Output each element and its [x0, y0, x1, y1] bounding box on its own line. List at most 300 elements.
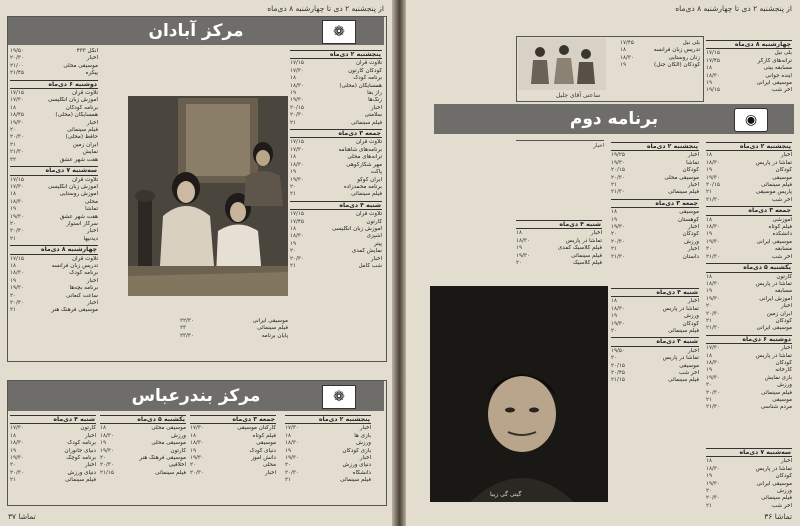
- bandar-abbas-column: [10, 413, 96, 501]
- program-name: اخبار: [84, 432, 96, 439]
- program-name: هفت شهر عشق: [59, 213, 98, 220]
- program-name: موسیقی فرهنگ هنر: [139, 455, 186, 462]
- program-name: موسیقی: [772, 397, 792, 403]
- program-time: ۱۸: [190, 432, 197, 439]
- day-heading: پنجشنبه ۲ دی‌ماه: [285, 415, 371, 424]
- program-name: موسیقی ایرانی: [756, 238, 792, 245]
- program-name: فیلم سینمائی: [67, 127, 98, 134]
- program-time: ۱۸/۳۰: [290, 82, 304, 89]
- program-name: کودکان: [775, 473, 792, 480]
- program-name: اخبار: [687, 152, 699, 159]
- schedule-row: [611, 182, 699, 189]
- program-time: ۱۸: [706, 273, 713, 280]
- program-time: ۱۸: [706, 65, 713, 72]
- program-name: نمایش: [82, 149, 98, 156]
- schedule-row: [611, 254, 699, 261]
- schedule-row: [10, 470, 96, 477]
- program-time: ۲۰: [190, 462, 197, 469]
- program-time: ۲۰: [10, 292, 17, 299]
- channel2-bottom-schedule: [706, 446, 792, 509]
- program-name: آموزش روستایی: [59, 191, 98, 198]
- program-name: اخبار: [86, 119, 98, 126]
- schedule-row: [290, 241, 382, 248]
- schedule-row: [285, 462, 371, 469]
- program-time: ۱۷/۳۰: [290, 146, 304, 153]
- singer-photo: [430, 286, 608, 502]
- schedule-row: [10, 425, 96, 432]
- schedule-row: [10, 263, 98, 270]
- program-name: فیلم کوتاه: [252, 432, 276, 439]
- program-time: ۱۹/۳۰: [706, 480, 720, 487]
- program-time: ۱۷/۳۰: [10, 97, 24, 104]
- program-name: محلی: [84, 198, 98, 205]
- program-time: ۱۸: [100, 425, 107, 432]
- program-time: ۱۸/۳۰: [706, 359, 720, 366]
- schedule-row: [706, 160, 792, 167]
- schedule-row: [100, 433, 186, 440]
- program-name: برنامه‌های شاهنامه: [338, 146, 382, 153]
- schedule-row: [706, 488, 792, 495]
- program-time: ۲۱/۱۵: [100, 469, 114, 476]
- program-time: ۱۸: [10, 104, 17, 111]
- schedule-row: [10, 214, 98, 221]
- program-name: اینده جوانی: [765, 72, 792, 79]
- schedule-row: [706, 65, 792, 72]
- schedule-row: [290, 83, 382, 90]
- program-time: ۲۰: [290, 248, 297, 255]
- schedule-row: [10, 90, 98, 97]
- schedule-row: [620, 47, 700, 54]
- program-time: ۱۹/۳۰: [285, 455, 299, 462]
- channel-logo-icon: ❁: [322, 20, 356, 44]
- program-name: حافظ (محلی): [65, 134, 98, 141]
- program-time: ۲۰: [10, 462, 17, 469]
- schedule-row: [285, 440, 371, 447]
- right-running-head: از پنجشنبه ۲ دی تا چهارشنبه ۸ دی‌ماه: [675, 4, 792, 13]
- program-time: ۱۸: [10, 191, 17, 198]
- schedule-row: [190, 448, 276, 455]
- program-time: ۲۱: [10, 235, 17, 242]
- program-time: ۲۰/۳۰: [285, 469, 299, 476]
- program-time: ۲۰/۳۰: [706, 389, 720, 396]
- program-name: اخبار: [370, 255, 382, 262]
- channel2-title: برنامه دوم: [569, 109, 659, 129]
- program-name: آموزش زبان انگلیسی: [48, 97, 98, 104]
- program-time: ۲۰: [706, 303, 713, 310]
- bandar-abbas-column: [285, 413, 371, 501]
- program-time: ۲۱: [706, 502, 713, 509]
- schedule-row: [290, 60, 382, 67]
- schedule-row: [611, 363, 699, 370]
- day-heading: سه‌شنبه ۷ دی‌ماه: [706, 448, 792, 457]
- schedule-row: [10, 63, 98, 70]
- program-name: فیلم سینمائی: [571, 252, 602, 259]
- schedule-row: [290, 263, 382, 270]
- schedule-row: [10, 236, 98, 243]
- day-heading: یکشنبه ۵ دی‌ماه: [100, 415, 186, 424]
- program-time: ۱۹: [10, 277, 17, 284]
- schedule-row: [706, 167, 792, 174]
- program-time: ۲۰: [611, 231, 618, 238]
- program-name: کارتون: [80, 425, 96, 432]
- bandar-abbas-column: [100, 413, 186, 501]
- schedule-row: [285, 433, 371, 440]
- program-name: موسیقی ایرانی: [756, 80, 792, 87]
- schedule-row: [706, 318, 792, 325]
- program-time: ۱۹: [706, 167, 713, 174]
- program-name: تماشا در پاریس: [755, 352, 792, 359]
- program-name: برنامه بچه‌ها: [69, 285, 98, 292]
- program-name: مسابقه: [774, 288, 792, 295]
- program-name: دیدنیها: [83, 235, 98, 242]
- program-time: ۱۹/۳۰: [100, 447, 114, 454]
- program-time: ۲۰: [10, 127, 17, 134]
- schedule-row: [706, 239, 792, 246]
- program-time: ۱۹: [516, 245, 523, 252]
- program-name: موسیقی محلی: [63, 62, 98, 69]
- schedule-row: [706, 367, 792, 374]
- program-name: سلامتی: [364, 112, 382, 119]
- program-name: سرکار استوار: [66, 220, 98, 227]
- schedule-row: [706, 325, 792, 332]
- program-time: ۱۹: [706, 80, 713, 87]
- program-time: ۱۹/۳۰: [190, 455, 204, 462]
- schedule-row: [10, 462, 96, 469]
- schedule-row: [611, 348, 699, 355]
- program-time: ۲۰/۱۵: [290, 104, 304, 111]
- day-heading: شنبه ۴ دی‌ماه: [516, 220, 602, 229]
- article-text-block: اخبار: [516, 140, 604, 210]
- book-gutter: [392, 0, 406, 526]
- program-name: کوهستان: [678, 216, 699, 223]
- schedule-row: [100, 455, 186, 462]
- program-time: ۲۰/۴۵: [611, 370, 625, 377]
- schedule-row: [290, 97, 382, 104]
- program-time: ۱۸/۳۰: [706, 72, 720, 79]
- program-time: ۱۸/۳۰: [706, 280, 720, 287]
- program-name: پیکره: [85, 70, 98, 77]
- schedule-row: [10, 448, 96, 455]
- program-time: ۱۹/۳۰: [611, 320, 625, 327]
- program-name: دنیای کودک: [249, 447, 276, 454]
- program-name: فیلم کلاسیک کمدی: [557, 245, 602, 252]
- schedule-row: [10, 307, 98, 314]
- program-name: آشپزی: [366, 233, 382, 240]
- program-name: موسیقی ایرانی: [756, 480, 792, 487]
- program-name: تماشا: [686, 159, 699, 166]
- channel-logo-icon: ❁: [322, 385, 356, 409]
- schedule-row: [290, 147, 382, 154]
- program-name: پاکت: [370, 169, 382, 176]
- program-time: ۱۷/۴۵: [290, 218, 304, 225]
- day-heading: جمعه ۳ دی‌ماه: [611, 199, 699, 208]
- program-time: ۱۸: [611, 209, 618, 216]
- schedule-row: [706, 281, 792, 288]
- program-name: بازی ها: [354, 432, 371, 439]
- schedule-row: [706, 189, 792, 196]
- program-time: ۲۱: [290, 262, 297, 269]
- program-time: ۲۱: [706, 397, 713, 403]
- program-name: آخر شب: [771, 87, 792, 94]
- schedule-row: [290, 75, 382, 82]
- schedule-row: [10, 199, 98, 206]
- program-time: ۱۹: [620, 62, 627, 69]
- program-time: ۲۱: [290, 191, 297, 198]
- program-time: ۲۱: [10, 141, 17, 148]
- left-running-head: از پنجشنبه ۲ دی تا چهارشنبه ۸ دی‌ماه: [267, 4, 384, 13]
- schedule-row: [611, 306, 699, 313]
- day-heading: یکشنبه ۵ دی‌ماه: [706, 263, 792, 272]
- program-name: بلی نیل: [682, 40, 700, 46]
- program-name: آخر شب: [678, 370, 699, 377]
- program-time: ۲۱: [290, 119, 297, 126]
- program-time: ۱۸/۴۵: [10, 112, 24, 119]
- program-time: ۱۹/۳۰: [706, 295, 720, 302]
- program-name: نمایش کمدی: [351, 248, 382, 255]
- program-time: ۱۹/۳۰: [290, 176, 304, 183]
- program-name: مسابقه بیتی: [763, 65, 792, 72]
- program-name: اخبار: [86, 300, 98, 306]
- program-name: اخبار: [264, 469, 276, 476]
- program-time: ۱۸/۳۰: [285, 440, 299, 447]
- schedule-row: [285, 448, 371, 455]
- program-time: ۲۰/۳۰: [706, 495, 720, 502]
- program-name: تماشا در پاریس: [755, 465, 792, 472]
- schedule-row: [10, 285, 98, 292]
- program-name: اخبار: [359, 425, 371, 432]
- program-name: تماشا: [85, 206, 98, 213]
- program-time: ۱۸/۳۰: [706, 465, 720, 472]
- program-time: ۱۹: [100, 440, 107, 447]
- program-time: ۱۸/۳۰: [190, 440, 204, 447]
- schedule-row: [290, 191, 382, 198]
- schedule-row: [706, 311, 792, 318]
- program-name: کودکان کارتون: [348, 67, 382, 74]
- program-name: اخبار: [687, 182, 699, 189]
- program-time: ۱۷/۳۰: [10, 425, 24, 432]
- schedule-row: [10, 278, 98, 285]
- program-name: ورزش: [684, 313, 699, 320]
- program-name: تلاوت قرآن: [355, 60, 382, 67]
- program-name: ورزش: [684, 238, 699, 245]
- program-name: کارکنان موسیقی: [237, 425, 276, 432]
- day-heading: پنجشنبه ۲ دی‌ماه: [611, 142, 699, 151]
- schedule-row: [611, 246, 699, 253]
- three-women-photo: [128, 96, 288, 296]
- program-name: فیلم سینمائی: [351, 119, 382, 126]
- program-time: ۱۹/۳۰: [706, 174, 720, 181]
- program-time: ۲۰: [290, 183, 297, 190]
- schedule-row: [706, 217, 792, 224]
- schedule-row: [10, 48, 98, 55]
- right-folio: تماشا ۳۶: [764, 512, 792, 521]
- program-time: ۲۰/۱۵: [611, 362, 625, 369]
- schedule-row: [706, 87, 792, 94]
- schedule-row: [10, 293, 98, 300]
- program-time: ۲۱/۳۰: [706, 253, 720, 260]
- schedule-row: [285, 425, 371, 432]
- program-time: ۲۰: [611, 355, 618, 362]
- program-time: ۲۲: [10, 156, 17, 163]
- schedule-row: [10, 112, 98, 119]
- program-name: مردم شناسی: [760, 404, 792, 411]
- schedule-row: [290, 162, 382, 169]
- program-time: ۲۱/۳۰: [706, 325, 720, 332]
- schedule-row: [516, 245, 602, 252]
- program-time: ۲۰/۱۵: [611, 167, 625, 174]
- program-name: اخبار: [780, 303, 792, 310]
- schedule-row: [10, 270, 98, 277]
- schedule-row: [10, 228, 98, 235]
- program-time: ۱۹/۱۵: [706, 87, 720, 94]
- schedule-row: [10, 440, 96, 447]
- program-time: ۲۰/۳۰: [290, 112, 304, 119]
- program-name: زنان روستایی: [668, 54, 700, 61]
- program-name: کارتون: [776, 273, 792, 280]
- program-time: ۱۸: [10, 262, 17, 269]
- day-heading: دوشنبه ۶ دی‌ماه: [706, 335, 792, 344]
- program-name: اخبار: [687, 298, 699, 305]
- program-time: ۱۸/۳۰: [290, 161, 304, 168]
- day-heading: شنبه ۴ دی‌ماه: [611, 288, 699, 297]
- program-time: ۱۹: [611, 313, 618, 320]
- program-name: فیلم کوتاه: [768, 224, 792, 231]
- schedule-row: [100, 425, 186, 432]
- program-time: ۱۹/۳۰: [706, 374, 720, 381]
- program-time: ۱۸/۳۰: [516, 237, 530, 244]
- program-name: موسیقی: [679, 362, 699, 369]
- program-name: کودکان: [775, 359, 792, 366]
- program-name: مسابقه: [774, 246, 792, 253]
- schedule-row: [290, 219, 382, 226]
- program-name: فیلم سینمائی: [668, 189, 699, 196]
- program-time: ۱۸: [620, 47, 627, 54]
- program-time: ۱۷/۱۵: [290, 139, 304, 146]
- schedule-row: [10, 300, 98, 307]
- schedule-row: [706, 288, 792, 295]
- program-time: ۲۱/۳۰: [706, 196, 720, 203]
- program-time: ۲۰: [706, 382, 713, 389]
- schedule-row: [706, 231, 792, 238]
- schedule-row: [706, 390, 792, 397]
- program-time: ۱۹: [290, 90, 297, 97]
- program-time: ۱۹/۲۵: [611, 152, 625, 159]
- schedule-row: [100, 462, 186, 469]
- program-time: ۲۰/۳۰: [10, 300, 24, 306]
- schedule-row: [706, 274, 792, 281]
- schedule-row: [706, 481, 792, 488]
- schedule-row: [611, 175, 699, 182]
- program-name: اخبار: [590, 230, 602, 237]
- program-name: آموزشی: [772, 216, 792, 223]
- program-time: ۲۰/۳۰: [10, 469, 24, 476]
- schedule-row: [180, 318, 288, 325]
- program-name: تماشا در پاریس: [662, 305, 699, 312]
- day-heading: جمعه ۳ دی‌ماه: [290, 129, 382, 138]
- program-name: فیلم سینمائی: [155, 469, 186, 476]
- program-name: برنامه کودک: [67, 440, 96, 447]
- schedule-row: [290, 154, 382, 161]
- program-time: ۱۸/۳۰: [10, 440, 24, 447]
- schedule-row: [611, 370, 699, 377]
- program-name: تلاوت قرآن: [71, 90, 98, 97]
- program-time: ۱۸/۳۰: [620, 54, 634, 61]
- program-time: ۱۸/۳۰: [706, 159, 720, 166]
- program-time: ۱۷/۱۵: [10, 176, 24, 183]
- day-heading: شنبه ۴ دی‌ماه: [10, 415, 96, 424]
- schedule-row: [620, 40, 700, 47]
- right-top-schedule: [706, 38, 792, 100]
- program-name: اخلاقیی: [168, 462, 186, 469]
- schedule-row: [190, 433, 276, 440]
- day-heading: جمعه ۳ دی‌ماه: [706, 206, 792, 215]
- schedule-row: [100, 440, 186, 447]
- program-time: ۲۰: [100, 455, 107, 462]
- channel2-mid-schedule: [516, 218, 602, 278]
- program-time: ۱۸: [10, 432, 17, 439]
- program-name: کودکان: [682, 231, 699, 238]
- program-name: تماشا در پاریس: [755, 280, 792, 287]
- program-name: دانشگاه: [352, 469, 371, 476]
- program-name: کودکان: [682, 320, 699, 327]
- program-name: تلاوت قرآن: [71, 176, 98, 183]
- program-time: ۲۰/۳۰: [10, 55, 24, 62]
- program-time: ۱۸/۳۰: [706, 224, 720, 231]
- schedule-row: [10, 206, 98, 213]
- program-time: ۱۹: [706, 367, 713, 374]
- program-time: ۱۸: [706, 152, 713, 159]
- schedule-row: [290, 90, 382, 97]
- program-time: ۲۰: [611, 328, 618, 335]
- program-name: همسایگان (محلی): [339, 82, 382, 89]
- program-name: اخبار: [780, 152, 792, 159]
- schedule-row: [10, 433, 96, 440]
- program-time: ۱۷/۳۰: [706, 345, 720, 352]
- program-time: ۲۱/۰۰: [10, 62, 24, 69]
- program-time: ۱۹/۳۰: [516, 252, 530, 259]
- schedule-row: [100, 448, 186, 455]
- program-name: موسیقی: [772, 174, 792, 181]
- program-time: ۲۱: [10, 477, 17, 484]
- program-name: فیلم سینمائی: [257, 325, 288, 332]
- program-time: ۱۹/۳۰: [10, 285, 24, 292]
- day-heading: سه‌شنبه ۷ دی‌ماه: [10, 166, 98, 175]
- program-name: بازی کودکان: [342, 447, 371, 454]
- top-box-caption: ساعتی آقای جلیل: [556, 92, 601, 99]
- program-name: موسیقی: [256, 440, 276, 447]
- schedule-row: [180, 325, 288, 332]
- schedule-row: [706, 458, 792, 465]
- program-name: ورزش: [171, 432, 186, 439]
- program-time: ۱۸/۳۰: [100, 432, 114, 439]
- schedule-row: [180, 333, 288, 340]
- program-time: ۲۰/۱۵: [706, 182, 720, 189]
- program-time: ۲۰/۳۰: [10, 134, 24, 141]
- schedule-row: [516, 253, 602, 260]
- schedule-row: [706, 466, 792, 473]
- program-name: آخر شب: [771, 253, 792, 260]
- program-time: ۲۰: [516, 260, 523, 267]
- program-name: تدریس زبان فرانسه: [51, 262, 98, 269]
- schedule-row: [706, 224, 792, 231]
- program-name: ساعت کنعانی: [66, 292, 98, 299]
- program-name: بلی نیل: [774, 50, 792, 57]
- program-name: تدریس زبان فرانسه: [653, 47, 700, 54]
- program-time: ۲۰/۳۰: [10, 228, 24, 235]
- schedule-row: [10, 142, 98, 149]
- program-name: داستان: [682, 253, 699, 260]
- schedule-row: [10, 184, 98, 191]
